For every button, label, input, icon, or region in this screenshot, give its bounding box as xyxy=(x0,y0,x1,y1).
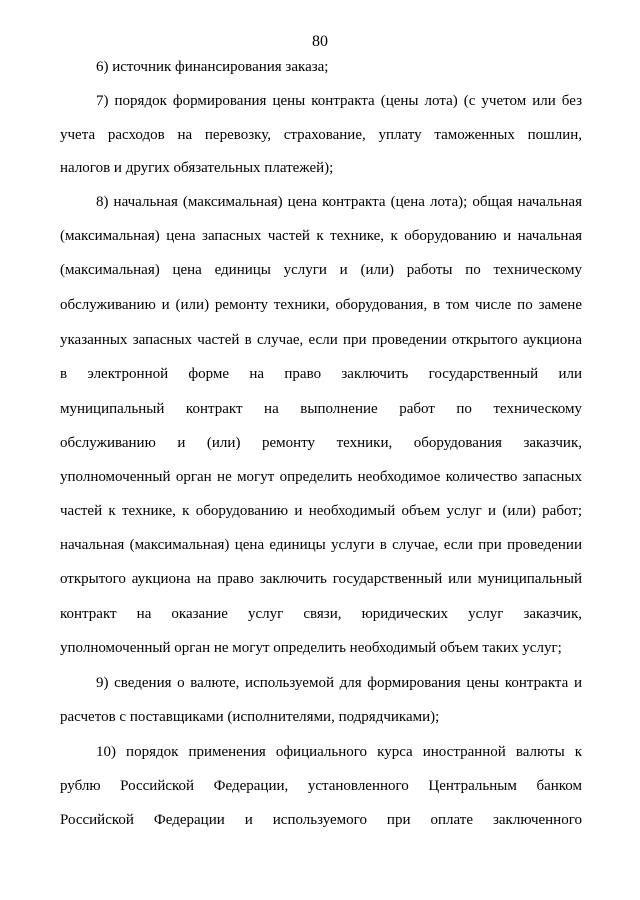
text-line: 9) сведения о валюте, используемой для формирования цены контракта и xyxy=(96,675,582,691)
text-line: в электронной форме на право заключить государственный или xyxy=(60,366,582,382)
text-line: уполномоченный орган не могут определить необходимый объем таких услуг; xyxy=(60,640,562,656)
text-line: налогов и других обязательных платежей); xyxy=(60,160,334,176)
text-line: (максимальная) цена запасных частей к технике, к оборудованию и начальная xyxy=(60,228,582,244)
text-line: (максимальная) цена единицы услуги и (или) работы по техническому xyxy=(60,262,582,278)
text-line: Российской Федерации и используемого при оплате заключенного xyxy=(60,812,582,828)
text-line: начальная (максимальная) цена единицы услуги в случае, если при проведении xyxy=(60,537,582,553)
text-line: контракт на оказание услуг связи, юридических услуг заказчик, xyxy=(60,606,582,622)
text-line: открытого аукциона на право заключить государственный или муниципальный xyxy=(60,571,582,587)
text-line: муниципальный контракт на выполнение работ по техническому xyxy=(60,401,582,417)
text-line: расчетов с поставщиками (исполнителями, подрядчиками); xyxy=(60,709,440,725)
text-line: уполномоченный орган не могут определить необходимое количество запасных xyxy=(60,469,582,485)
text-line: обслуживанию и (или) ремонту техники, оборудования заказчик, xyxy=(60,435,582,451)
text-line: 7) порядок формирования цены контракта (цены лота) (с учетом или без xyxy=(96,93,582,109)
text-line: обслуживанию и (или) ремонту техники, оборудования, в том числе по замене xyxy=(60,297,582,313)
text-line: рублю Российской Федерации, установленного Центральным банком xyxy=(60,778,582,794)
text-line: 8) начальная (максимальная) цена контракта (цена лота); общая начальная xyxy=(96,194,582,210)
text-line: указанных запасных частей в случае, если при проведении открытого аукциона xyxy=(60,332,582,348)
text-line: частей к технике, к оборудованию и необходимый объем услуг и (или) работ; xyxy=(60,503,582,519)
text-line: 10) порядок применения официального курса иностранной валюты к xyxy=(96,744,582,760)
page-number: 80 xyxy=(312,33,328,50)
text-line: 6) источник финансирования заказа; xyxy=(96,59,329,75)
text-line: учета расходов на перевозку, страхование, уплату таможенных пошлин, xyxy=(60,127,582,143)
